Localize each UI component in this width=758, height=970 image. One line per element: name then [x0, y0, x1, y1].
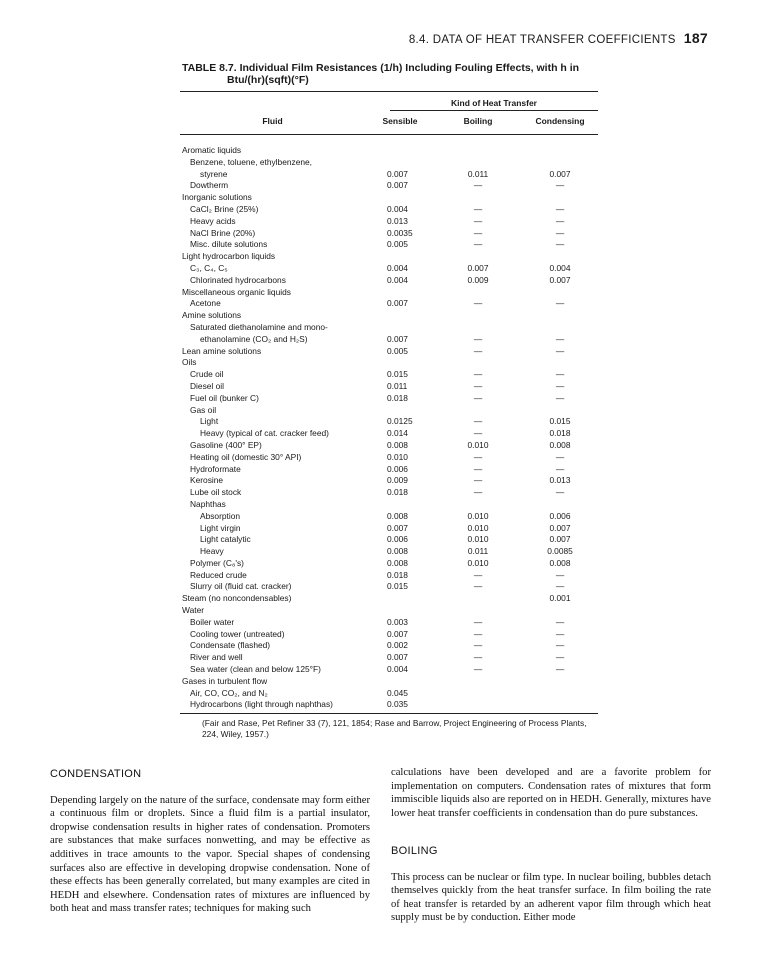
sensible-cell: 0.007 [387, 522, 408, 533]
boiling-cell: 0.010 [467, 510, 489, 521]
boiling-cell: 0.010 [467, 522, 489, 533]
group-header-row [180, 92, 598, 112]
boiling-heading: BOILING [391, 845, 438, 857]
fluid-cell: Air, CO, CO₂, and N₂ [190, 687, 268, 698]
sensible-cell: 0.005 [387, 345, 408, 356]
fluid-cell: Absorption [200, 510, 241, 521]
boiling-cell: — [473, 628, 483, 639]
sensible-cell: 0.004 [387, 664, 408, 675]
table-row [180, 369, 598, 381]
sensible-cell: 0.006 [387, 534, 408, 545]
condensing-cell: — [555, 487, 565, 498]
fluid-cell: Sea water (clean and below 125°F) [190, 664, 321, 675]
fluid-cell: Heavy [200, 546, 224, 557]
table-row [180, 699, 598, 711]
condensing-cell: 0.008 [549, 557, 571, 568]
condensing-cell: — [555, 652, 565, 663]
condensing-cell: 0.007 [549, 522, 571, 533]
boiling-cell: 0.010 [467, 557, 489, 568]
fluid-cell: Gas oil [190, 404, 217, 415]
table-row [180, 499, 598, 511]
sensible-cell: 0.007 [387, 180, 408, 191]
boiling-cell: — [473, 369, 483, 380]
boiling-cell: 0.011 [467, 168, 489, 179]
fluid-cell: Water [182, 605, 205, 616]
condensing-cell: 0.007 [549, 274, 571, 285]
sensible-cell: 0.007 [387, 298, 408, 309]
sensible-cell: 0.018 [387, 487, 408, 498]
caption-line-1: TABLE 8.7. Individual Film Resistances (1/h) Including Fouling Effects, with h in [182, 62, 580, 74]
table-row [180, 275, 598, 287]
table-row [180, 298, 598, 310]
fluid-cell: Heavy (typical of cat. cracker feed) [200, 428, 329, 439]
sensible-cell: 0.008 [387, 557, 408, 568]
condensing-cell: — [555, 380, 565, 391]
boiling-cell: — [473, 215, 483, 226]
condensing-cell: 0.013 [549, 475, 571, 486]
table-row [180, 334, 598, 346]
section-title: 8.4. DATA OF HEAT TRANSFER COEFFICIENTS [408, 34, 676, 46]
fluid-cell: CaCl₂ Brine (25%) [190, 203, 259, 214]
fluid-cell: Heating oil (domestic 30° API) [190, 451, 302, 462]
fluid-cell: NaCl Brine (20%) [190, 227, 256, 238]
table-row [180, 263, 598, 275]
boiling-cell: — [473, 664, 483, 675]
boiling-cell: — [473, 380, 483, 391]
table-row [180, 475, 598, 487]
boiling-cell: 0.010 [467, 439, 489, 450]
column-header-fluid: Fluid [262, 116, 283, 126]
fluid-cell: Heavy acids [190, 215, 236, 226]
fluid-cell: Light catalytic [200, 534, 251, 545]
condensing-cell: 0.004 [549, 262, 571, 273]
condensing-cell: — [555, 664, 565, 675]
boiling-cell: — [473, 180, 483, 191]
table-row [180, 629, 598, 641]
condensing-cell: 0.007 [549, 168, 571, 179]
table-row [180, 688, 598, 700]
fluid-cell: Slurry oil (fluid cat. cracker) [190, 581, 292, 592]
fluid-cell: Saturated diethanolamine and mono- [190, 321, 328, 332]
fluid-cell: Cooling tower (untreated) [190, 628, 285, 639]
table-row [180, 287, 598, 299]
table-row [180, 169, 598, 181]
table-row [180, 452, 598, 464]
fluid-cell: Benzene, toluene, ethylbenzene, [190, 156, 312, 167]
table-row [180, 228, 598, 240]
fluid-cell: Miscellaneous organic liquids [182, 286, 291, 297]
condensation-heading: CONDENSATION [50, 768, 142, 780]
table-row [180, 357, 598, 369]
condensing-cell: 0.018 [549, 428, 571, 439]
boiling-cell: — [473, 581, 483, 592]
fluid-cell: Gases in turbulent flow [182, 675, 268, 686]
sensible-cell: 0.004 [387, 274, 408, 285]
table-row [180, 239, 598, 251]
table-row [180, 523, 598, 535]
sensible-cell: 0.018 [387, 392, 408, 403]
column-headers [180, 112, 598, 134]
table-row [180, 664, 598, 676]
table-row [180, 546, 598, 558]
running-header [0, 30, 708, 46]
fluid-cell: Hydroformate [190, 463, 241, 474]
table-row [180, 570, 598, 582]
condensation-section [50, 768, 370, 916]
table-row [180, 157, 598, 169]
fluid-cell: Gasoline (400° EP) [190, 439, 262, 450]
condensing-cell: — [555, 392, 565, 403]
condensing-cell: — [555, 239, 565, 250]
table-row [180, 440, 598, 452]
fluid-cell: Kerosine [190, 475, 224, 486]
sensible-cell: 0.009 [387, 475, 408, 486]
sensible-cell: 0.007 [387, 652, 408, 663]
fluid-cell: Oils [182, 357, 197, 368]
table-row [180, 511, 598, 523]
table-row [180, 464, 598, 476]
boiling-cell: 0.007 [467, 262, 489, 273]
table-row [180, 381, 598, 393]
fluid-cell: Dowtherm [190, 180, 229, 191]
condensing-cell: — [555, 581, 565, 592]
sensible-cell: 0.007 [387, 333, 408, 344]
boiling-cell: — [473, 416, 483, 427]
fluid-cell: Naphthas [190, 498, 226, 509]
sensible-cell: 0.002 [387, 640, 408, 651]
boiling-section [391, 845, 711, 925]
fluid-cell: Condensate (flashed) [190, 640, 271, 651]
boiling-cell: — [473, 616, 483, 627]
sensible-cell: 0.014 [387, 428, 408, 439]
condensing-cell: — [555, 180, 565, 191]
sensible-cell: 0.010 [387, 451, 408, 462]
condensing-cell: 0.006 [549, 510, 571, 521]
fluid-cell: Light virgin [200, 522, 241, 533]
column-header-sensible: Sensible [382, 116, 418, 126]
condensing-cell: — [555, 451, 565, 462]
sensible-cell: 0.015 [387, 581, 408, 592]
boiling-cell: — [473, 428, 483, 439]
sensible-cell: 0.008 [387, 439, 408, 450]
boiling-cell: — [473, 487, 483, 498]
condensing-cell: — [555, 569, 565, 580]
table-row [180, 310, 598, 322]
condensing-cell: 0.008 [549, 439, 571, 450]
boiling-cell: — [473, 345, 483, 356]
fluid-cell: Reduced crude [190, 569, 247, 580]
sensible-cell: 0.0125 [387, 416, 413, 427]
boiling-cell: — [473, 203, 483, 214]
film-resistance-table [180, 91, 598, 740]
table-row [180, 593, 598, 605]
fluid-cell: Light [200, 416, 219, 427]
boiling-cell: 0.011 [467, 546, 489, 557]
fluid-cell: Boiler water [190, 616, 235, 627]
group-header: Kind of Heat Transfer [451, 98, 537, 108]
caption-line-2: Btu/(hr)(sqft)(°F) [227, 74, 309, 86]
table-row [180, 605, 598, 617]
column-header-condensing: Condensing [535, 116, 585, 126]
condensing-cell: — [555, 345, 565, 356]
sensible-cell: 0.008 [387, 546, 408, 557]
condensing-cell: 0.015 [549, 416, 571, 427]
table-row [180, 180, 598, 192]
table-row [180, 393, 598, 405]
boiling-cell: 0.010 [467, 534, 489, 545]
condensing-cell: — [555, 616, 565, 627]
boiling-cell: — [473, 463, 483, 474]
sensible-cell: 0.013 [387, 215, 408, 226]
condensation-paragraph: Depending largely on the nature of the surface, condensate may form either a continuous film or droplets. Since a fluid film is a partial insulator, dropwise condensation results in higher rates of condensation. Promoters are substances that make surfaces nonwetting, and may be effective as additives in trace amounts to the vapor. Special shapes of condensing surfaces also are effective in developing dropwise condensation. None of these effects has been generally correlated, but many examples are cited in HEDH and elsewhere. Condensation rates of mixtures are influenced by both heat and mass transfer rates; techniques for making such [50, 794, 370, 915]
table-row [180, 640, 598, 652]
condensing-cell: 0.007 [549, 534, 571, 545]
boiling-cell: — [473, 392, 483, 403]
condensing-cell: 0.0085 [547, 546, 573, 557]
condensing-cell: — [555, 333, 565, 344]
sensible-cell: 0.004 [387, 203, 408, 214]
sensible-cell: 0.007 [387, 628, 408, 639]
fluid-cell: Crude oil [190, 369, 224, 380]
table-row [180, 428, 598, 440]
fluid-cell: Polymer (C₈'s) [190, 557, 244, 568]
table-row [180, 558, 598, 570]
condensing-cell: — [555, 369, 565, 380]
table-row [180, 216, 598, 228]
condensing-cell: — [555, 215, 565, 226]
sensible-cell: 0.003 [387, 616, 408, 627]
sensible-cell: 0.0035 [387, 227, 413, 238]
table-body [180, 135, 598, 711]
boiling-cell: — [473, 298, 483, 309]
condensing-cell: — [555, 298, 565, 309]
sensible-cell: 0.045 [387, 687, 408, 698]
boiling-cell: — [473, 227, 483, 238]
table-row [180, 405, 598, 417]
sensible-cell: 0.035 [387, 699, 408, 710]
table-row [180, 534, 598, 546]
fluid-cell: styrene [200, 168, 228, 179]
table-row [180, 204, 598, 216]
condensing-cell: — [555, 463, 565, 474]
table-row [180, 251, 598, 263]
sensible-cell: 0.005 [387, 239, 408, 250]
fluid-cell: Lube oil stock [190, 487, 242, 498]
condensing-cell: — [555, 227, 565, 238]
table-footnote: (Fair and Rase, Pet Refiner 33 (7), 121, 1854; Rase and Barrow, Project Engineering of Process Plants, 224, Wiley, 1957.) [202, 718, 587, 740]
table-row [180, 487, 598, 499]
sensible-cell: 0.015 [387, 369, 408, 380]
table-caption [182, 62, 622, 86]
condensing-cell: — [555, 640, 565, 651]
fluid-cell: Light hydrocarbon liquids [182, 251, 276, 262]
boiling-cell: — [473, 569, 483, 580]
condensing-cell: — [555, 628, 565, 639]
boiling-cell: — [473, 475, 483, 486]
column-header-boiling: Boiling [463, 116, 493, 126]
sensible-cell: 0.011 [387, 380, 408, 391]
sensible-cell: 0.004 [387, 262, 408, 273]
fluid-cell: Inorganic solutions [182, 192, 252, 203]
table-row [180, 145, 598, 157]
table-row [180, 652, 598, 664]
fluid-cell: Steam (no noncondensables) [182, 593, 292, 604]
fluid-cell: Hydrocarbons (light through naphthas) [190, 699, 333, 710]
fluid-cell: River and well [190, 652, 243, 663]
boiling-cell: 0.009 [467, 274, 489, 285]
boiling-cell: — [473, 640, 483, 651]
fluid-cell: ethanolamine (CO₂ and H₂S) [200, 333, 308, 344]
page-number: 187 [683, 30, 708, 46]
table-row [180, 192, 598, 204]
boiling-cell: — [473, 451, 483, 462]
sensible-cell: 0.008 [387, 510, 408, 521]
fluid-cell: Chlorinated hydrocarbons [190, 274, 286, 285]
sensible-cell: 0.018 [387, 569, 408, 580]
table-row [180, 617, 598, 629]
fluid-cell: Aromatic liquids [182, 145, 242, 155]
continuation-paragraph: calculations have been developed and are a favorite problem for implementation on computers. Condensation rates of mixtures that form immiscible liquids also are reported on in HEDH. Generally, mixtures have lower heat transfer coefficients in condensation than do pure substances. [391, 767, 711, 819]
sensible-cell: 0.006 [387, 463, 408, 474]
table-row [180, 581, 598, 593]
table-row [180, 416, 598, 428]
boiling-cell: — [473, 652, 483, 663]
table-row [180, 676, 598, 688]
fluid-cell: Misc. dilute solutions [190, 239, 268, 250]
fluid-cell: Diesel oil [190, 380, 224, 391]
condensing-cell: 0.001 [549, 593, 571, 604]
fluid-cell: Fuel oil (bunker C) [190, 392, 259, 403]
boiling-paragraph: This process can be nuclear or film type. In nuclear boiling, bubbles detach themselves quickly from the heat transfer surface. In film boiling the rate of heat transfer is retarded by an adherent vapor film through which heat supply must be by conduction. Either mode [391, 871, 711, 924]
boiling-cell: — [473, 333, 483, 344]
condensing-cell: — [555, 203, 565, 214]
group-header-rule [390, 110, 598, 111]
table-row [180, 346, 598, 358]
table-row [180, 322, 598, 334]
fluid-cell: C₃, C₄, C₅ [190, 262, 228, 273]
sensible-cell: 0.007 [387, 168, 408, 179]
fluid-cell: Acetone [190, 298, 221, 309]
condensation-continuation [391, 766, 711, 820]
fluid-cell: Amine solutions [182, 310, 242, 321]
fluid-cell: Lean amine solutions [182, 345, 262, 356]
boiling-cell: — [473, 239, 483, 250]
